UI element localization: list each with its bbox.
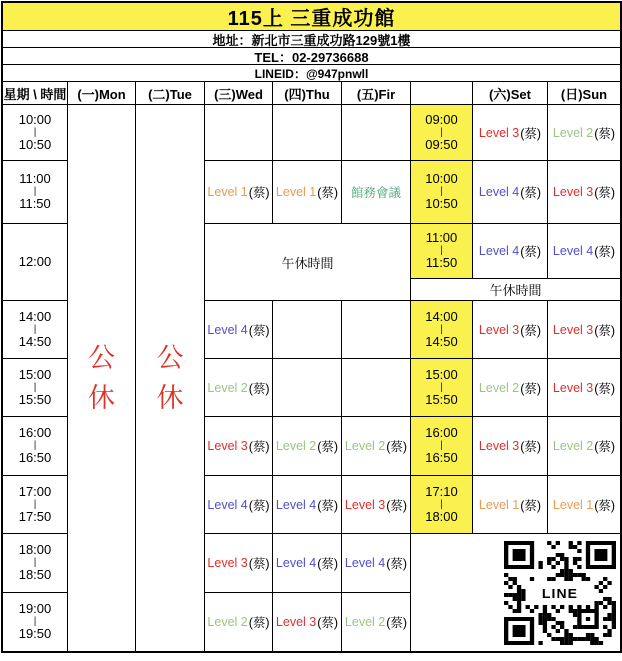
- time-text: 18:00: [425, 508, 458, 524]
- time-text: 18:50: [18, 567, 52, 582]
- class-cell: [548, 417, 620, 475]
- time-cell: [411, 161, 472, 223]
- class-level: Level 1: [275, 185, 317, 199]
- day-header: (二)Tue: [136, 82, 204, 104]
- time-text: 17:50: [18, 508, 52, 524]
- class-level: Level 1: [207, 185, 248, 199]
- class-level: Level 4: [275, 497, 317, 512]
- class-cell: [273, 161, 341, 223]
- teacher-name: (蔡): [248, 557, 270, 571]
- time-text: 14:50: [425, 333, 458, 349]
- class-cell: [205, 161, 272, 223]
- time-text: 10:00: [18, 111, 52, 127]
- lunch-break-label: 午休時間: [411, 279, 620, 300]
- time-text: 17:00: [18, 483, 52, 499]
- teacher-name: (蔡): [317, 498, 339, 513]
- class-level: Level 3: [478, 125, 520, 140]
- time-text: 19:00: [18, 601, 52, 617]
- class-cell: [342, 417, 410, 475]
- time-text: 10:50: [425, 196, 458, 211]
- empty-cell: [342, 359, 410, 416]
- class-level: Level 3: [207, 556, 248, 570]
- empty-cell: [342, 105, 410, 160]
- class-level: Level 4: [207, 322, 248, 337]
- class-cell: [548, 301, 620, 358]
- closed-text: 休: [156, 382, 184, 413]
- teacher-name: (蔡): [594, 381, 616, 396]
- time-text: |: [33, 381, 37, 393]
- teacher-name: (蔡): [317, 440, 339, 454]
- class-level: Level 3: [207, 439, 248, 453]
- class-cell: [205, 476, 272, 533]
- teacher-name: (蔡): [594, 245, 616, 259]
- teacher-name: (蔡): [248, 381, 270, 396]
- class-level: Level 4: [478, 244, 520, 258]
- time-text: 16:50: [18, 450, 52, 465]
- class-cell: [273, 534, 341, 592]
- time-text: 09:00: [425, 111, 458, 127]
- class-level: Level 3: [478, 322, 520, 337]
- time-text: 11:50: [425, 255, 458, 270]
- time-text: |: [440, 186, 443, 197]
- teacher-name: (蔡): [248, 323, 270, 338]
- closed-day-cell: [68, 105, 135, 651]
- teacher-name: (蔡): [386, 498, 408, 513]
- time-text: |: [33, 126, 37, 138]
- teacher-name: (蔡): [520, 126, 542, 141]
- time-text: 16:00: [18, 425, 52, 441]
- class-level: Level 2: [207, 380, 248, 395]
- schedule-table: [1, 1, 622, 653]
- teacher-name: (蔡): [248, 440, 270, 454]
- teacher-name: (蔡): [386, 616, 408, 630]
- class-level: Level 4: [275, 556, 317, 570]
- empty-header: [411, 82, 472, 104]
- class-level: Level 2: [344, 615, 386, 629]
- time-text: 15:50: [425, 391, 458, 407]
- class-level: Level 3: [552, 185, 594, 199]
- closed-day-cell: [136, 105, 204, 651]
- class-level: Level 2: [478, 380, 520, 395]
- teacher-name: (蔡): [594, 440, 616, 454]
- day-header: (五)Fir: [342, 82, 410, 104]
- time-cell: [411, 476, 472, 533]
- page-title: 115上 三重成功館: [3, 3, 620, 30]
- class-cell: [342, 476, 410, 533]
- time-cell: [411, 301, 472, 358]
- time-text: 11:00: [19, 171, 51, 187]
- class-cell: [473, 476, 547, 533]
- closed-text: 公: [156, 342, 184, 373]
- time-cell: [3, 224, 67, 300]
- class-level: Level 2: [207, 615, 248, 629]
- class-cell: [548, 359, 620, 416]
- class-cell: [342, 161, 410, 223]
- time-cell: [3, 593, 67, 651]
- time-cell: [3, 161, 67, 223]
- time-cell: [3, 359, 67, 416]
- class-cell: [548, 476, 620, 533]
- teacher-name: (蔡): [520, 440, 542, 454]
- class-cell: [548, 105, 620, 160]
- teacher-name: (蔡): [520, 323, 542, 338]
- teacher-name: (蔡): [248, 186, 270, 200]
- class-cell: [548, 224, 620, 278]
- class-level: Level 3: [275, 615, 317, 629]
- lunch-break-label: 午休時間: [205, 224, 410, 300]
- time-text: 10:50: [18, 136, 52, 152]
- time-cell: [3, 301, 67, 358]
- class-cell: [473, 105, 547, 160]
- class-cell: [205, 593, 272, 651]
- time-text: |: [440, 323, 443, 335]
- time-text: 16:50: [425, 450, 458, 465]
- class-cell: [205, 534, 272, 592]
- class-level: 館務會議: [350, 186, 401, 200]
- class-level: Level 4: [552, 244, 594, 258]
- class-cell: [473, 301, 547, 358]
- time-cell: [3, 476, 67, 533]
- empty-cell: [342, 301, 410, 358]
- class-level: Level 3: [552, 380, 594, 395]
- class-cell: [273, 593, 341, 651]
- class-level: Level 2: [275, 439, 317, 453]
- class-cell: [548, 161, 620, 223]
- class-cell: [473, 224, 547, 278]
- time-text: 18:00: [18, 542, 52, 558]
- line-qr-label: LINE: [541, 585, 579, 601]
- day-header: (六)Set: [473, 82, 547, 104]
- class-level: Level 4: [478, 185, 520, 199]
- teacher-name: (蔡): [317, 557, 339, 571]
- class-level: Level 4: [207, 497, 248, 512]
- closed-text: 休: [88, 382, 115, 413]
- empty-cell: [205, 105, 272, 160]
- time-cell: [3, 105, 67, 160]
- class-cell: [205, 417, 272, 475]
- empty-cell: [273, 301, 341, 358]
- teacher-name: (蔡): [248, 616, 270, 630]
- class-level: Level 1: [478, 497, 520, 512]
- time-text: 15:50: [18, 391, 52, 407]
- class-cell: [205, 359, 272, 416]
- time-cell: [411, 105, 472, 160]
- class-level: Level 2: [552, 439, 594, 453]
- teacher-name: (蔡): [520, 186, 542, 200]
- time-text: |: [440, 381, 443, 393]
- time-text: |: [33, 498, 37, 510]
- time-text: |: [33, 323, 37, 335]
- class-cell: [273, 417, 341, 475]
- time-text: 14:00: [18, 308, 52, 324]
- teacher-name: (蔡): [520, 498, 542, 513]
- class-cell: [342, 534, 410, 592]
- teacher-name: (蔡): [520, 381, 542, 396]
- class-level: Level 3: [478, 439, 520, 453]
- time-text: |: [440, 440, 443, 451]
- time-text: 11:50: [19, 196, 51, 211]
- teacher-name: (蔡): [317, 186, 339, 200]
- class-cell: [473, 359, 547, 416]
- address-line: 地址：新北市三重成功路129號1樓: [3, 31, 620, 47]
- corner-header: 星期 \ 時間: [3, 82, 67, 104]
- day-header: (三)Wed: [205, 82, 272, 104]
- empty-cell: [273, 105, 341, 160]
- teacher-name: (蔡): [594, 498, 616, 513]
- day-header: (四)Thu: [273, 82, 341, 104]
- time-text: 10:00: [425, 171, 458, 187]
- class-level: Level 4: [344, 556, 386, 570]
- class-level: Level 1: [552, 497, 594, 512]
- time-text: |: [440, 126, 443, 138]
- time-cell: [3, 534, 67, 592]
- class-level: Level 2: [552, 125, 594, 140]
- time-text: |: [440, 498, 443, 510]
- class-cell: [473, 161, 547, 223]
- tel-line: TEL：02-29736688: [3, 48, 620, 64]
- time-text: |: [440, 245, 443, 256]
- time-text: 12:00: [18, 253, 52, 269]
- time-text: 14:00: [425, 308, 458, 324]
- time-text: 09:50: [425, 136, 458, 152]
- line-qr-code: [504, 541, 616, 645]
- line-id-line: LINEID：@947pnwll: [3, 65, 620, 81]
- time-text: 19:50: [18, 626, 52, 641]
- day-header: (日)Sun: [548, 82, 620, 104]
- class-level: Level 2: [344, 439, 386, 453]
- class-cell: [473, 417, 547, 475]
- closed-text: 公: [88, 342, 115, 373]
- time-text: |: [33, 186, 37, 197]
- time-text: |: [33, 557, 37, 568]
- time-cell: [411, 359, 472, 416]
- time-text: |: [33, 616, 37, 627]
- teacher-name: (蔡): [594, 323, 616, 338]
- class-level: Level 3: [552, 322, 594, 337]
- class-cell: [342, 593, 410, 651]
- teacher-name: (蔡): [317, 616, 339, 630]
- time-text: 17:10: [425, 483, 458, 499]
- time-cell: [411, 224, 472, 278]
- time-text: 15:00: [18, 366, 52, 382]
- time-text: |: [33, 440, 37, 451]
- teacher-name: (蔡): [594, 186, 616, 200]
- day-header: (一)Mon: [68, 82, 135, 104]
- teacher-name: (蔡): [248, 498, 270, 513]
- empty-cell: [273, 359, 341, 416]
- time-text: 15:00: [425, 366, 458, 382]
- teacher-name: (蔡): [520, 245, 542, 259]
- time-text: 16:00: [425, 425, 458, 441]
- teacher-name: (蔡): [386, 557, 408, 571]
- class-level: Level 3: [344, 497, 386, 512]
- time-text: 14:50: [18, 333, 52, 349]
- time-cell: [411, 417, 472, 475]
- class-cell: [205, 301, 272, 358]
- teacher-name: (蔡): [386, 440, 408, 454]
- time-cell: [3, 417, 67, 475]
- time-text: 11:00: [425, 230, 458, 246]
- qr-cell: [411, 534, 620, 651]
- teacher-name: (蔡): [594, 126, 616, 141]
- class-cell: [273, 476, 341, 533]
